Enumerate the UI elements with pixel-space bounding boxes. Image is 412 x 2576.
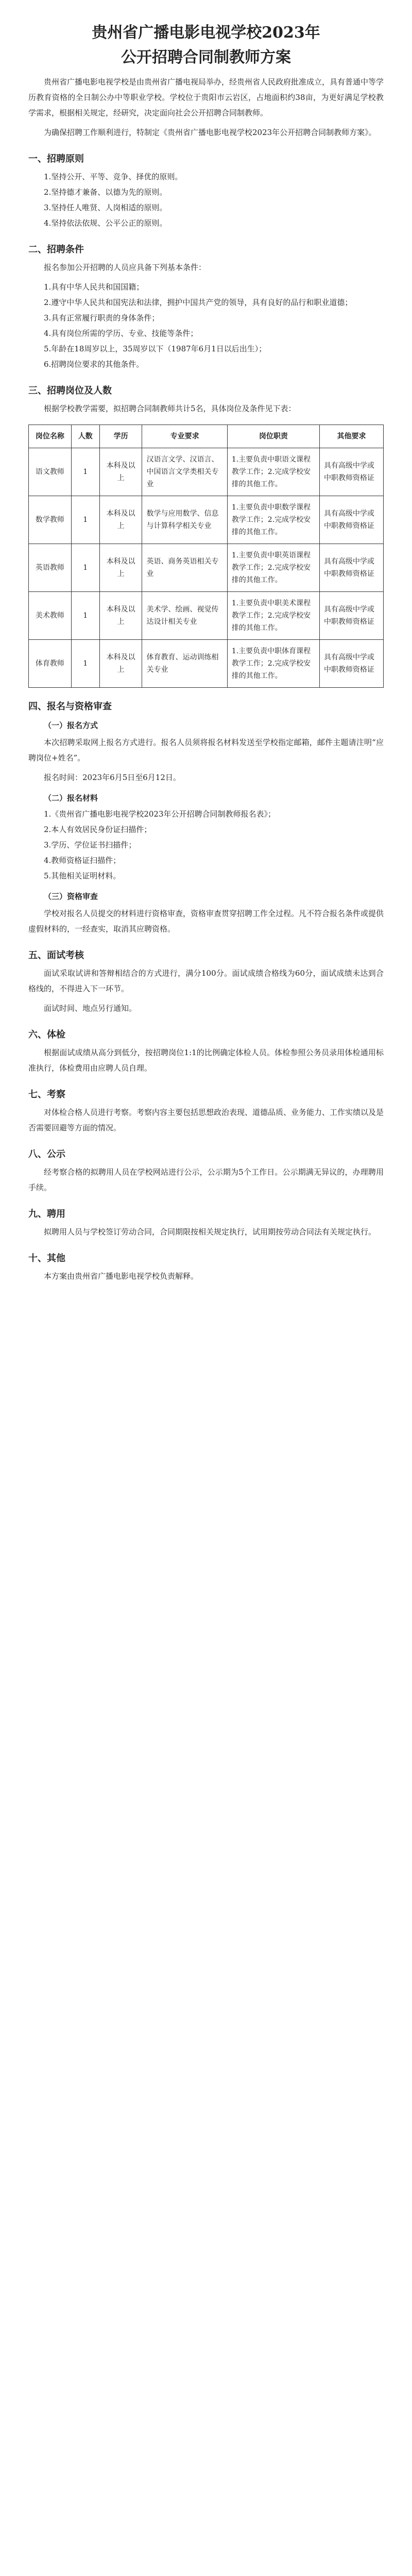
table-cell: 数学教师 [29, 496, 72, 544]
section-2-intro: 报名参加公开招聘的人员应具备下列基本条件： [44, 263, 207, 272]
table-header: 人数 [71, 425, 99, 448]
intro-paragraph-2: 为确保招聘工作顺利进行，特制定《贵州省广播电影电视学校2023年公开招聘合同制教师方案》。 [44, 128, 376, 137]
section-4-sub-3: （三）资格审查 [44, 892, 98, 901]
section-1-title: 一、招聘原则 [28, 154, 84, 164]
table-cell: 本科及以上 [99, 544, 142, 592]
section-4-sub-2: （二）报名材料 [44, 793, 98, 803]
section-10-paragraph-1: 本方案由贵州省广播电影电视学校负责解释。 [44, 1272, 199, 1281]
table-row [29, 448, 384, 496]
table-header: 岗位名称 [29, 425, 72, 448]
list-item: 1.坚持公开、平等、竞争、择优的原则。 [44, 172, 183, 181]
table-cell: 英语教师 [29, 544, 72, 592]
table-cell: 美术教师 [29, 592, 72, 640]
list-item: 3.具有正常履行职责的身体条件； [44, 313, 160, 323]
title-line-1: 贵州省广播电影电视学校2023年 [92, 24, 320, 42]
section-9-paragraph-1: 拟聘用人员与学校签订劳动合同，合同期限按相关规定执行，试用期按劳动合同法有关规定执行。 [44, 1227, 376, 1236]
list-item: 4.坚持依法依规、公平公正的原则。 [44, 218, 167, 228]
table-cell: 本科及以上 [99, 448, 142, 496]
section-2-list [28, 279, 384, 372]
table-header: 专业要求 [142, 425, 227, 448]
list-item: 1.具有中华人民共和国国籍； [44, 282, 144, 292]
list-item: 5.年龄在18周岁以上，35周岁以下（1987年6月1日以后出生）； [44, 344, 267, 353]
table-cell: 本科及以上 [99, 592, 142, 640]
section-6-title: 六、体检 [28, 1029, 65, 1040]
intro-paragraph-1: 贵州省广播电影电视学校是由贵州省广播电视局举办，经贵州省人民政府批准成立，具有普通中等学历教育资格的全日制公办中等职业学校。学校位于贵阳市云岩区，占地面积约38亩，为更好满足学校教学需求，根据相关规定，经研究，决定面向社会公开招聘合同制教师。 [28, 77, 384, 117]
table-cell: 1.主要负责中职美术课程教学工作；2.完成学校安排的其他工作。 [227, 592, 319, 640]
table-cell: 英语、商务英语相关专业 [142, 544, 227, 592]
list-item: 3.坚持任人唯贤、人岗相适的原则。 [44, 203, 167, 212]
table-cell: 1.主要负责中职英语课程教学工作；2.完成学校安排的其他工作。 [227, 544, 319, 592]
section-4-sub-1: （一）报名方式 [44, 721, 98, 730]
table-cell: 1 [71, 544, 99, 592]
list-item: 5.其他相关证明材料。 [44, 871, 121, 880]
section-3-intro: 根据学校教学需要，拟招聘合同制教师共计5名，具体岗位及条件见下表： [44, 404, 296, 413]
table-header: 其他要求 [319, 425, 383, 448]
list-item: 4.具有岗位所需的学历、专业、技能等条件； [44, 329, 198, 338]
section-1-list [28, 169, 384, 231]
positions-table [28, 425, 384, 688]
table-cell: 体育教师 [29, 640, 72, 688]
section-8-paragraph-1: 经考察合格的拟聘用人员在学校网站进行公示，公示期为5个工作日。公示期满无异议的，办理聘用手续。 [28, 1167, 384, 1192]
section-7-paragraph-1: 对体检合格人员进行考察。考察内容主要包括思想政治表现、道德品质、业务能力、工作实绩以及是否需要回避等方面的情况。 [28, 1108, 384, 1132]
table-cell: 1.主要负责中职体育课程教学工作；2.完成学校安排的其他工作。 [227, 640, 319, 688]
section-6-paragraph-1: 根据面试成绩从高分到低分，按招聘岗位1:1的比例确定体检人员。体检参照公务员录用体检通用标准执行，体检费用由应聘人员自理。 [28, 1048, 384, 1073]
table-cell: 语文教师 [29, 448, 72, 496]
section-7-title: 七、考察 [28, 1089, 65, 1100]
list-item: 2.遵守中华人民共和国宪法和法律，拥护中国共产党的领导，具有良好的品行和职业道德； [44, 298, 353, 307]
table-cell: 1 [71, 496, 99, 544]
section-2-title: 二、招聘条件 [28, 244, 84, 255]
section-4-paragraph-1: 本次招聘采取网上报名方式进行。报名人员须将报名材料发送至学校指定邮箱，邮件主题请注明“应聘岗位+姓名”。 [28, 738, 384, 762]
table-row [29, 640, 384, 688]
section-4-list [28, 806, 384, 884]
table-row [29, 592, 384, 640]
table-header-row [29, 425, 384, 448]
section-4-title: 四、报名与资格审查 [28, 701, 112, 712]
section-4-paragraph-3: 学校对报名人员提交的材料进行资格审查，资格审查贯穿招聘工作全过程。凡不符合报名条件或提供虚假材料的，一经查实，取消其应聘资格。 [28, 909, 384, 934]
table-cell: 具有高级中学或中职教师资格证 [319, 496, 383, 544]
section-9-title: 九、聘用 [28, 1209, 65, 1219]
table-cell: 具有高级中学或中职教师资格证 [319, 448, 383, 496]
table-cell: 1 [71, 592, 99, 640]
table-row [29, 544, 384, 592]
table-cell: 具有高级中学或中职教师资格证 [319, 640, 383, 688]
table-cell: 1 [71, 640, 99, 688]
section-5-paragraph-1: 面试采取试讲和答辩相结合的方式进行，满分100分。面试成绩合格线为60分，面试成绩未达到合格线的，不得进入下一环节。 [28, 969, 384, 993]
list-item: 1.《贵州省广播电影电视学校2023年公开招聘合同制教师报名表》； [44, 809, 276, 819]
table-cell: 具有高级中学或中职教师资格证 [319, 592, 383, 640]
title-line-2: 公开招聘合同制教师方案 [121, 48, 291, 66]
list-item: 2.坚持德才兼备、以德为先的原则。 [44, 188, 167, 197]
table-cell: 1 [71, 448, 99, 496]
section-4-paragraph-2: 报名时间：2023年6月5日至6月12日。 [44, 773, 181, 782]
table-row [29, 496, 384, 544]
section-10-title: 十、其他 [28, 1253, 65, 1264]
section-5-paragraph-2: 面试时间、地点另行通知。 [44, 1004, 137, 1013]
section-8-title: 八、公示 [28, 1149, 65, 1160]
table-header: 学历 [99, 425, 142, 448]
list-item: 2.本人有效居民身份证扫描件； [44, 825, 152, 834]
table-cell: 本科及以上 [99, 640, 142, 688]
document-title [28, 0, 384, 70]
list-item: 6.招聘岗位要求的其他条件。 [44, 360, 144, 369]
table-cell: 本科及以上 [99, 496, 142, 544]
list-item: 3.学历、学位证书扫描件； [44, 840, 136, 850]
table-cell: 数学与应用数学、信息与计算科学相关专业 [142, 496, 227, 544]
table-cell: 1.主要负责中职数学课程教学工作；2.完成学校安排的其他工作。 [227, 496, 319, 544]
table-cell: 汉语言文学、汉语言、中国语言文学类相关专业 [142, 448, 227, 496]
list-item: 4.教师资格证扫描件； [44, 856, 121, 865]
table-cell: 1.主要负责中职语文课程教学工作；2.完成学校安排的其他工作。 [227, 448, 319, 496]
table-cell: 具有高级中学或中职教师资格证 [319, 544, 383, 592]
section-3-title: 三、招聘岗位及人数 [28, 385, 112, 396]
table-cell: 体育教育、运动训练相关专业 [142, 640, 227, 688]
section-5-title: 五、面试考核 [28, 950, 84, 961]
table-cell: 美术学、绘画、视觉传达设计相关专业 [142, 592, 227, 640]
table-header: 岗位职责 [227, 425, 319, 448]
